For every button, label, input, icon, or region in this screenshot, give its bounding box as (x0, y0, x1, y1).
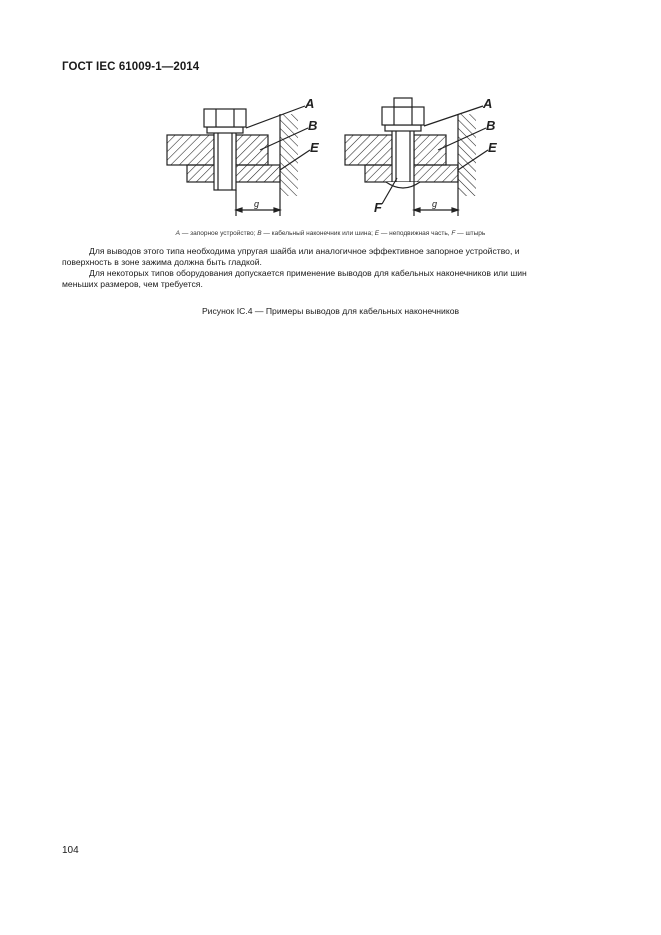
figure-caption: Рисунок IC.4 — Примеры выводов для кабельных наконечников (201, 306, 460, 316)
legend-a-text: — запорное устройство; (180, 230, 258, 237)
figure-legend (0, 230, 661, 237)
body-text (62, 246, 610, 290)
legend-f-letter: F (451, 230, 456, 237)
legend-f-text: — штырь (455, 230, 486, 237)
label-a-right: A (483, 96, 493, 111)
right-terminal-drawing (345, 98, 488, 216)
label-g-right: g (432, 199, 438, 209)
document-header: ГОСТ IEC 61009-1—2014 (62, 61, 200, 73)
page-number: 104 (62, 845, 79, 856)
label-b-right: B (486, 118, 496, 133)
label-e-right: E (488, 140, 497, 155)
label-g-left: g (254, 199, 260, 209)
label-a-left: A (305, 96, 315, 111)
legend-b-letter: B (257, 230, 262, 237)
para1-line2: поверхность в зоне зажима должна быть гладкой. (62, 257, 262, 267)
terminal-figure (150, 92, 520, 222)
label-b-left: B (308, 118, 318, 133)
para2-line2: меньших размеров, чем требуется. (62, 279, 203, 289)
legend-e-letter: E (374, 230, 380, 237)
legend-e-text: — неподвижная часть, (379, 230, 452, 237)
left-terminal-drawing (167, 106, 310, 216)
label-f-right: F (374, 200, 382, 215)
para1-line1: Для выводов этого типа необходима упругая шайба или аналогичное эффективное запорное устройство, и (89, 246, 520, 256)
legend-a-letter: A (175, 230, 181, 237)
label-e-left: E (310, 140, 319, 155)
legend-b-text: — кабельный наконечник или шина; (261, 230, 375, 237)
para2-line1: Для некоторых типов оборудования допускается применение выводов для кабельных наконечников или шин (89, 268, 527, 278)
